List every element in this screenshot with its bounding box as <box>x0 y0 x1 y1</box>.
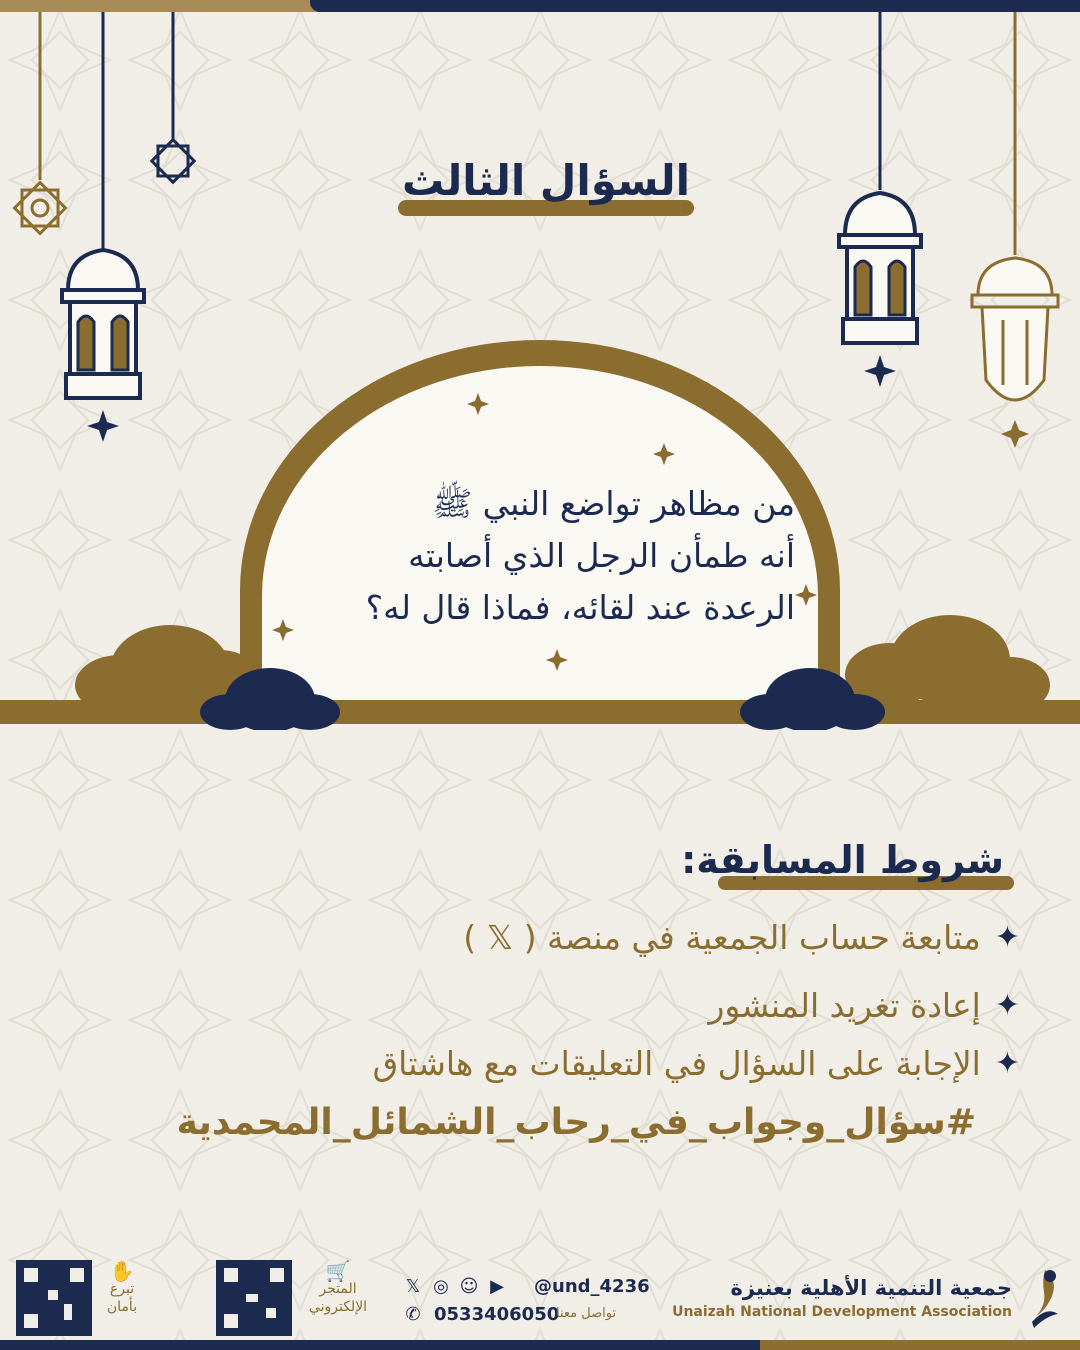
store-label-1: المتجر <box>319 1281 357 1297</box>
store-qr-code[interactable] <box>216 1260 292 1336</box>
youtube-icon[interactable]: ▶ <box>490 1276 504 1297</box>
star-bullet-icon: ✦ <box>994 920 1020 955</box>
cart-icon: 🛒 <box>325 1259 351 1283</box>
rule-item <box>708 986 1020 1025</box>
rules-heading <box>681 832 1014 892</box>
title-text: السؤال الثالث <box>401 156 690 205</box>
rule-text: الإجابة على السؤال في التعليقات مع هاشتاق <box>372 1044 981 1083</box>
footer-bar <box>0 1340 1080 1350</box>
store-label-2: الإلكتروني <box>308 1299 368 1315</box>
association-name-ar: جمعية التنمية الأهلية بعنيزة <box>730 1276 1012 1300</box>
hashtag[interactable]: #سؤال_وجواب_في_رحاب_الشمائل_المحمدية <box>176 1102 976 1143</box>
question-text <box>280 478 795 634</box>
rule-text: إعادة تغريد المنشور <box>708 986 981 1025</box>
question-line-2: أنه طمأن الرجل الذي أصابته <box>408 536 795 575</box>
association-logo <box>1022 1266 1068 1330</box>
rule-item <box>463 918 1020 957</box>
instagram-icon[interactable]: ◎ <box>433 1276 449 1297</box>
association-name-en: Unaizah National Development Association <box>672 1304 1012 1320</box>
donate-qr-code[interactable] <box>16 1260 92 1336</box>
social-handle[interactable]: @und_4236 <box>534 1276 650 1297</box>
rules-title: شروط المسابقة: <box>681 838 1004 882</box>
store-block[interactable] <box>296 1259 380 1316</box>
donate-label-1: تبرع <box>109 1281 135 1297</box>
question-title <box>398 150 694 220</box>
rule-item <box>373 1044 1020 1083</box>
whatsapp-icon[interactable]: ✆ <box>405 1304 421 1325</box>
rule-text: متابعة حساب الجمعية في منصة ( 𝕏 ) <box>463 918 981 957</box>
social-icons <box>402 1276 508 1298</box>
donate-label-2: بأمان <box>106 1299 138 1315</box>
donate-block[interactable] <box>94 1259 150 1316</box>
star-bullet-icon: ✦ <box>994 1046 1020 1081</box>
star-bullet-icon: ✦ <box>994 988 1020 1023</box>
x-icon[interactable]: 𝕏 <box>405 1276 421 1297</box>
question-line-3: الرعدة عند لقائه، فماذا قال له؟ <box>365 588 795 627</box>
snapchat-icon[interactable]: ☺ <box>459 1276 479 1297</box>
question-line-1: من مظاهر تواضع النبي ﷺ <box>432 484 795 523</box>
contact-label: تواصل معنا <box>556 1306 617 1321</box>
phone-number[interactable]: 0533406050 <box>434 1304 560 1325</box>
donate-hand-icon: ✋ <box>109 1259 135 1283</box>
lantern-icon <box>0 0 1080 460</box>
